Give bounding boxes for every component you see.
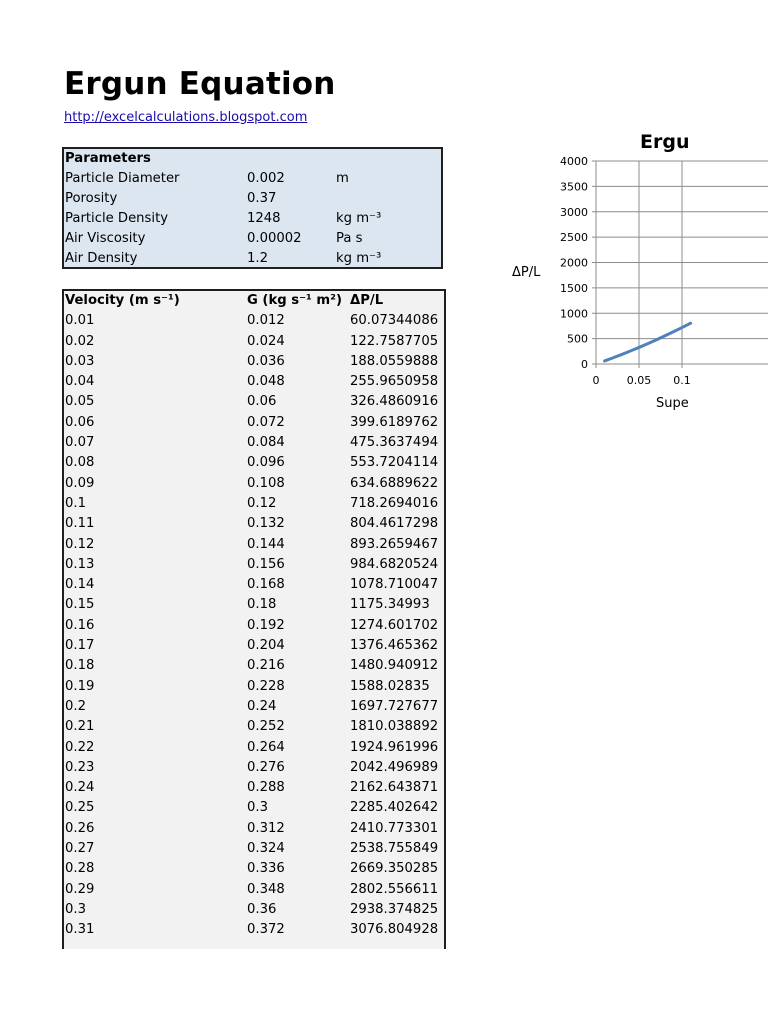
dp-l-cell[interactable]: 2802.556611 [350, 881, 439, 897]
parameter-value[interactable]: 1.2 [247, 251, 268, 267]
parameters-header-row [64, 149, 441, 169]
table-row [64, 697, 444, 717]
y-tick-label: 4000 [560, 155, 588, 168]
velocity-cell[interactable]: 0.23 [65, 759, 95, 775]
parameter-name: Air Viscosity [65, 231, 146, 247]
table-row [64, 819, 444, 839]
velocity-cell[interactable]: 0.29 [65, 881, 95, 897]
column-header-g: G (kg s⁻¹ m²) [247, 293, 342, 308]
dp-l-cell[interactable]: 475.3637494 [350, 435, 439, 451]
parameter-value[interactable]: 0.002 [247, 171, 285, 187]
velocity-cell[interactable]: 0.1 [65, 495, 86, 511]
dp-l-cell[interactable]: 60.07344086 [350, 313, 439, 329]
parameter-row-air-viscosity [64, 229, 441, 249]
dp-l-cell[interactable]: 1274.601702 [350, 617, 439, 633]
velocity-cell[interactable]: 0.16 [65, 617, 95, 633]
table-row [64, 332, 444, 352]
velocity-cell[interactable]: 0.14 [65, 577, 95, 593]
g-cell[interactable]: 0.096 [247, 455, 285, 471]
y-tick-label: 3000 [560, 205, 588, 219]
table-row [64, 514, 444, 534]
table-row [64, 575, 444, 595]
g-cell[interactable]: 0.204 [247, 638, 285, 654]
blog-link[interactable]: http://excelcalculations.blogspot.com [64, 110, 308, 125]
g-cell[interactable]: 0.312 [247, 820, 285, 836]
g-cell[interactable]: 0.216 [247, 658, 285, 674]
column-header-velocity: Velocity (m s⁻¹) [65, 293, 180, 308]
dp-l-cell[interactable]: 553.7204114 [350, 455, 439, 471]
table-row [64, 555, 444, 575]
velocity-cell[interactable]: 0.05 [65, 394, 95, 410]
parameters-table [62, 147, 443, 269]
dp-l-cell[interactable]: 2538.755849 [350, 841, 439, 857]
parameter-name: Porosity [65, 191, 118, 207]
table-row [64, 738, 444, 758]
table-row [64, 453, 444, 473]
g-cell[interactable]: 0.084 [247, 435, 285, 451]
velocity-cell[interactable]: 0.11 [65, 516, 95, 532]
velocity-cell[interactable]: 0.04 [65, 374, 95, 390]
g-cell[interactable]: 0.24 [247, 698, 277, 714]
dp-l-cell[interactable]: 1924.961996 [350, 739, 439, 755]
g-cell[interactable]: 0.264 [247, 739, 285, 755]
g-cell[interactable]: 0.036 [247, 353, 285, 369]
g-cell[interactable]: 0.012 [247, 313, 285, 329]
parameters-header: Parameters [65, 151, 151, 166]
g-cell[interactable]: 0.132 [247, 516, 285, 532]
table-row [64, 778, 444, 798]
g-cell[interactable]: 0.156 [247, 556, 285, 572]
parameter-name: Particle Diameter [65, 171, 180, 187]
velocity-cell[interactable]: 0.19 [65, 678, 95, 694]
table-row [64, 595, 444, 615]
table-row [64, 474, 444, 494]
parameter-unit: Pa s [336, 231, 363, 247]
table-row [64, 717, 444, 737]
chart-title: Ergu [640, 131, 690, 153]
table-row [64, 677, 444, 697]
table-row [64, 311, 444, 331]
g-cell[interactable]: 0.12 [247, 495, 277, 511]
velocity-cell[interactable]: 0.02 [65, 333, 95, 349]
ergun-chart[interactable] [500, 126, 768, 416]
velocity-cell[interactable]: 0.26 [65, 820, 95, 836]
dp-l-cell[interactable]: 2669.350285 [350, 861, 439, 877]
series-line [605, 323, 691, 361]
dp-l-cell[interactable]: 984.6820524 [350, 556, 439, 572]
table-row [64, 636, 444, 656]
g-cell[interactable]: 0.072 [247, 414, 285, 430]
g-cell[interactable]: 0.3 [247, 800, 268, 816]
results-header-row [64, 291, 444, 311]
velocity-cell[interactable]: 0.06 [65, 414, 95, 430]
dp-l-cell[interactable]: 255.9650958 [350, 374, 439, 390]
velocity-cell[interactable]: 0.31 [65, 922, 95, 938]
dp-l-cell[interactable]: 326.4860916 [350, 394, 439, 410]
table-row [64, 656, 444, 676]
g-cell[interactable]: 0.372 [247, 922, 285, 938]
velocity-cell[interactable]: 0.24 [65, 780, 95, 796]
velocity-cell[interactable]: 0.2 [65, 698, 86, 714]
dp-l-cell[interactable]: 1175.34993 [350, 597, 430, 613]
column-header-dp-l: ΔP/L [350, 293, 384, 308]
parameter-row-particle-diameter [64, 169, 441, 189]
parameter-unit: kg m⁻³ [336, 211, 382, 227]
y-axis-title: ΔP/L [512, 265, 541, 280]
velocity-cell[interactable]: 0.17 [65, 638, 95, 654]
g-cell[interactable]: 0.252 [247, 719, 285, 735]
parameter-value[interactable]: 1248 [247, 211, 281, 227]
dp-l-cell[interactable]: 2410.773301 [350, 820, 439, 836]
table-row [64, 616, 444, 636]
y-tick-label: 1500 [560, 281, 588, 295]
g-cell[interactable]: 0.348 [247, 881, 285, 897]
table-row [64, 372, 444, 392]
dp-l-cell[interactable]: 2042.496989 [350, 759, 439, 775]
dp-l-cell[interactable]: 122.7587705 [350, 333, 439, 349]
x-axis-title: Supe [656, 396, 689, 411]
table-row [64, 535, 444, 555]
g-cell[interactable]: 0.048 [247, 374, 285, 390]
dp-l-cell[interactable]: 1376.465362 [350, 638, 439, 654]
g-cell[interactable]: 0.228 [247, 678, 285, 694]
y-tick-label: 3500 [560, 180, 588, 194]
g-cell[interactable]: 0.168 [247, 577, 285, 593]
table-row [64, 859, 444, 879]
y-tick-label: 0 [581, 358, 588, 371]
table-row [64, 352, 444, 372]
page-title: Ergun Equation [64, 66, 336, 102]
g-cell[interactable]: 0.18 [247, 597, 277, 613]
velocity-cell[interactable]: 0.15 [65, 597, 95, 613]
results-body [64, 311, 444, 940]
table-row [64, 494, 444, 514]
table-row [64, 758, 444, 778]
chart-svg [500, 126, 768, 416]
dp-l-cell[interactable]: 893.2659467 [350, 536, 439, 552]
g-cell[interactable]: 0.108 [247, 475, 285, 491]
y-tick-label: 2500 [560, 231, 588, 245]
y-tick-label: 1000 [560, 307, 588, 321]
dp-l-cell[interactable]: 1810.038892 [350, 719, 439, 735]
dp-l-cell[interactable]: 2285.402642 [350, 800, 439, 816]
velocity-cell[interactable]: 0.09 [65, 475, 95, 491]
velocity-cell[interactable]: 0.27 [65, 841, 95, 857]
parameter-unit: m [336, 171, 349, 187]
g-cell[interactable]: 0.276 [247, 759, 285, 775]
velocity-cell[interactable]: 0.03 [65, 353, 95, 369]
dp-l-cell[interactable]: 2162.643871 [350, 780, 439, 796]
parameter-name: Air Density [65, 251, 138, 267]
dp-l-cell[interactable]: 1078.710047 [350, 577, 439, 593]
velocity-cell[interactable]: 0.28 [65, 861, 95, 877]
g-cell[interactable]: 0.144 [247, 536, 285, 552]
table-row [64, 900, 444, 920]
velocity-cell[interactable]: 0.13 [65, 556, 95, 572]
table-row [64, 433, 444, 453]
g-cell[interactable]: 0.192 [247, 617, 285, 633]
velocity-cell[interactable]: 0.3 [65, 901, 86, 917]
dp-l-cell[interactable]: 2938.374825 [350, 901, 439, 917]
table-row [64, 920, 444, 940]
g-cell[interactable]: 0.288 [247, 780, 285, 796]
x-tick-label: 0.1 [673, 374, 691, 387]
parameter-row-porosity [64, 189, 441, 209]
table-row [64, 392, 444, 412]
g-cell[interactable]: 0.36 [247, 901, 277, 917]
table-row [64, 798, 444, 818]
dp-l-cell[interactable]: 399.6189762 [350, 414, 439, 430]
y-tick-label: 500 [567, 332, 588, 346]
g-cell[interactable]: 0.336 [247, 861, 285, 877]
velocity-cell[interactable]: 0.07 [65, 435, 95, 451]
g-cell[interactable]: 0.06 [247, 394, 277, 410]
g-cell[interactable]: 0.024 [247, 333, 285, 349]
velocity-cell[interactable]: 0.08 [65, 455, 95, 471]
dp-l-cell[interactable]: 1480.940912 [350, 658, 439, 674]
velocity-cell[interactable]: 0.25 [65, 800, 95, 816]
dp-l-cell[interactable]: 3076.804928 [350, 922, 439, 938]
parameter-value[interactable]: 0.37 [247, 191, 277, 207]
parameter-row-particle-density [64, 209, 441, 229]
dp-l-cell[interactable]: 1697.727677 [350, 698, 439, 714]
results-table [62, 289, 446, 949]
parameter-name: Particle Density [65, 211, 169, 227]
parameter-value[interactable]: 0.00002 [247, 231, 302, 247]
dp-l-cell[interactable]: 634.6889622 [350, 475, 439, 491]
y-tick-label: 2000 [560, 256, 588, 270]
dp-l-cell[interactable]: 1588.02835 [350, 678, 430, 694]
x-tick-label: 0.05 [626, 374, 652, 387]
dp-l-cell[interactable]: 804.4617298 [350, 516, 439, 532]
dp-l-cell[interactable]: 188.0559888 [350, 353, 439, 369]
dp-l-cell[interactable]: 718.2694016 [350, 495, 439, 511]
velocity-cell[interactable]: 0.01 [65, 313, 95, 329]
table-row [64, 413, 444, 433]
velocity-cell[interactable]: 0.12 [65, 536, 95, 552]
parameter-unit: kg m⁻³ [336, 251, 382, 267]
velocity-cell[interactable]: 0.18 [65, 658, 95, 674]
table-row [64, 839, 444, 859]
velocity-cell[interactable]: 0.21 [65, 719, 95, 735]
velocity-cell[interactable]: 0.22 [65, 739, 95, 755]
parameter-row-air-density [64, 249, 441, 269]
table-row [64, 880, 444, 900]
g-cell[interactable]: 0.324 [247, 841, 285, 857]
x-tick-label: 0 [592, 374, 600, 387]
